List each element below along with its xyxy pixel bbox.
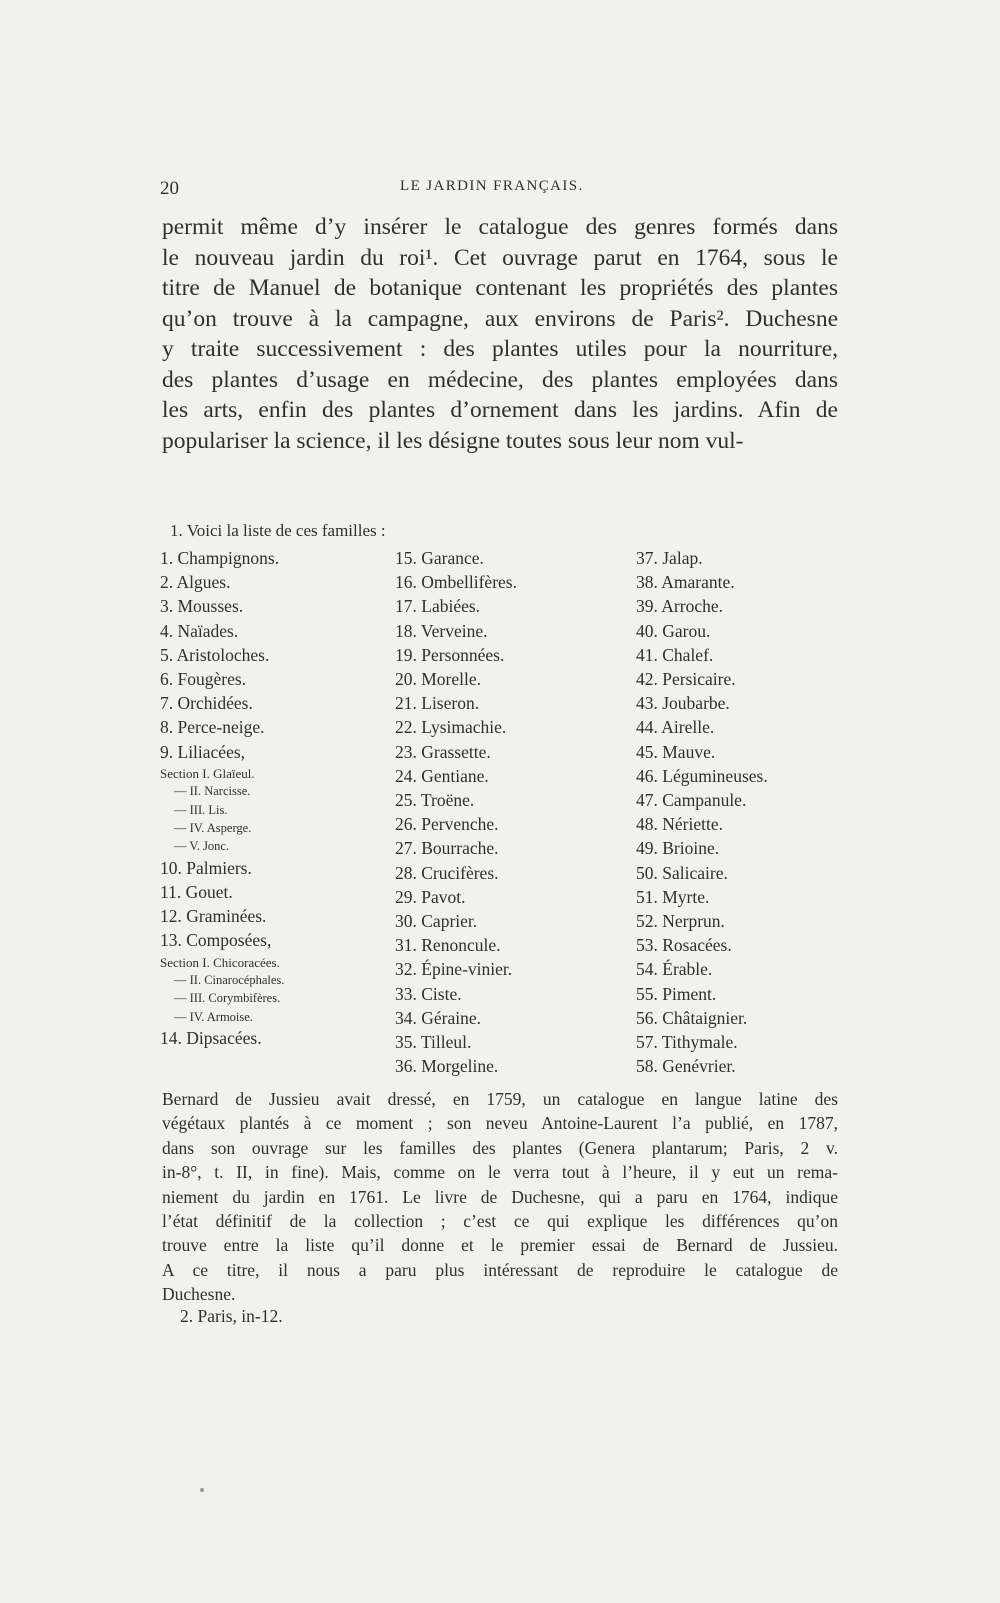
family-entry: 30. Caprier. (395, 911, 478, 931)
footnote-line: in-8°, t. II, in fine). Mais, comme on le verra tout à l’heure, il y eut un rema- (162, 1162, 838, 1183)
family-entry: 9. Liliacées, (160, 741, 246, 762)
body-line: permit même d’y insérer le catalogue des genres formés dans (162, 214, 838, 240)
family-entry: 41. Chalef. (636, 644, 714, 665)
paper-speck (200, 1488, 204, 1492)
family-list-column-1 (160, 548, 380, 1068)
family-entry: 13. Composées, (160, 930, 272, 951)
family-entry: 58. Genévrier. (636, 1056, 736, 1077)
family-entry: 37. Jalap. (636, 548, 703, 568)
family-entry: 52. Nerprun. (636, 911, 725, 931)
family-entry: 42. Persicaire. (636, 669, 736, 689)
family-entry: 43. Joubarbe. (636, 693, 730, 714)
family-entry: 39. Arroche. (636, 596, 723, 617)
family-entry: 28. Crucifères. (395, 862, 499, 883)
family-entry: 17. Labiées. (395, 596, 481, 617)
family-list-column-2 (395, 548, 625, 1077)
footnote-line: l’état définitif de la collection ; c’est ce qui explique les différences qu’on (162, 1210, 838, 1231)
family-entry: 27. Bourrache. (395, 838, 499, 859)
footnote-line: A ce titre, il nous a paru plus intéressant de reproduire le catalogue de (162, 1259, 838, 1280)
family-entry: 23. Grassette. (395, 741, 491, 762)
family-entry: 56. Châtaignier. (636, 1007, 748, 1028)
footnote-line: trouve entre la liste qu’il donne et le premier essai de Bernard de Jussieu. (162, 1235, 838, 1256)
family-entry: 48. Nériette. (636, 814, 723, 835)
family-entry: 47. Campanule. (636, 790, 747, 810)
footnote-line: Duchesne. (162, 1284, 236, 1305)
footnote-line: niement du jardin en 1761. Le livre de Duchesne, qui a paru en 1764, indique (162, 1186, 838, 1207)
page-header (160, 178, 840, 204)
family-entry: 45. Mauve. (636, 741, 716, 762)
family-entry: Section I. Glaïeul. (160, 765, 255, 781)
family-entry: 24. Gentiane. (395, 765, 489, 786)
footnote-paragraph (162, 1087, 838, 1307)
family-entry: 21. Liseron. (395, 693, 480, 714)
family-entry: 51. Myrte. (636, 886, 710, 907)
body-line: des plantes d’usage en médecine, des plantes employées dans (162, 366, 838, 393)
family-entry: 49. Brioine. (636, 838, 720, 859)
footnote-2: 2. Paris, in-12. (180, 1306, 283, 1326)
family-entry: 57. Tithymale. (636, 1032, 738, 1052)
family-entry: — II. Cinarocéphales. (174, 973, 285, 987)
family-entry: 31. Renoncule. (395, 935, 501, 956)
family-entry: 54. Érable. (636, 959, 713, 980)
family-entry: 20. Morelle. (395, 669, 482, 689)
family-entry: 35. Tilleul. (395, 1032, 472, 1052)
family-entry: 16. Ombellifères. (395, 572, 517, 593)
family-entry: 44. Airelle. (636, 717, 715, 738)
family-entry: 7. Orchidées. (160, 693, 253, 714)
footnote-line: Bernard de Jussieu avait dressé, en 1759, un catalogue en langue latine des (162, 1089, 838, 1109)
footnote-line: dans son ouvrage sur les familles des plantes (Genera plantarum; Paris, 2 v. (162, 1137, 838, 1158)
family-entry: 2. Algues. (160, 572, 231, 593)
family-entry: 33. Ciste. (395, 983, 462, 1004)
family-entry: — IV. Asperge. (174, 821, 252, 835)
family-entry: 6. Fougères. (160, 669, 247, 689)
running-head: LE JARDIN FRANÇAIS. (400, 178, 584, 194)
footnote-1-intro: 1. Voici la liste de ces familles : (170, 521, 386, 540)
family-entry: 46. Légumineuses. (636, 765, 768, 786)
family-entry: 8. Perce-neige. (160, 717, 265, 738)
family-entry: — III. Corymbifères. (174, 991, 281, 1006)
family-entry: 3. Mousses. (160, 596, 244, 617)
family-entry: — II. Narcisse. (174, 784, 251, 799)
family-entry: 4. Naïades. (160, 620, 239, 641)
family-entry: 18. Verveine. (395, 620, 488, 641)
body-line: titre de Manuel de botanique contenant les propriétés des plantes (162, 275, 838, 301)
body-line: le nouveau jardin du roi¹. Cet ouvrage parut en 1764, sous le (162, 244, 838, 271)
family-entry: 19. Personnées. (395, 644, 505, 665)
family-entry: 26. Pervenche. (395, 814, 499, 835)
page-number: 20 (160, 178, 179, 199)
family-entry: Section I. Chicoracées. (160, 954, 280, 970)
family-entry: 32. Épine-vinier. (395, 959, 513, 980)
body-line: populariser la science, il les désigne toutes sous leur nom vul- (162, 427, 744, 454)
family-entry: 12. Graminées. (160, 906, 267, 927)
family-entry: 40. Garou. (636, 620, 711, 641)
family-entry: 36. Morgeline. (395, 1056, 499, 1077)
footnote-line: végétaux plantés à ce moment ; son neveu Antoine-Laurent l’a publié, en 1787, (162, 1113, 838, 1134)
family-entry: 34. Géraine. (395, 1007, 482, 1028)
family-entry: 22. Lysimachie. (395, 717, 507, 738)
family-entry: 11. Gouet. (160, 882, 233, 902)
family-entry: 25. Troëne. (395, 790, 475, 810)
family-entry: — IV. Armoise. (174, 1009, 253, 1024)
family-entry: — V. Jonc. (174, 839, 230, 854)
family-entry: 10. Palmiers. (160, 857, 252, 878)
family-entry: 29. Pavot. (395, 886, 466, 907)
family-list-column-3 (636, 548, 836, 1077)
family-entry: 5. Aristoloches. (160, 644, 270, 665)
body-line: qu’on trouve à la campagne, aux environs de Paris². Duchesne (162, 305, 838, 332)
family-entry: 15. Garance. (395, 548, 484, 568)
body-line: y traite successivement : des plantes utiles pour la nourriture, (162, 336, 838, 362)
family-entry: 53. Rosacées. (636, 935, 732, 956)
family-entry: 14. Dipsacées. (160, 1028, 262, 1049)
family-entry: 38. Amarante. (636, 572, 735, 593)
main-paragraph (162, 212, 838, 456)
family-entry: 1. Champignons. (160, 548, 280, 568)
family-entry: — III. Lis. (174, 802, 228, 817)
family-entry: 55. Piment. (636, 983, 717, 1004)
family-entry: 50. Salicaire. (636, 862, 728, 883)
body-line: les arts, enfin des plantes d’ornement dans les jardins. Afin de (162, 397, 838, 423)
